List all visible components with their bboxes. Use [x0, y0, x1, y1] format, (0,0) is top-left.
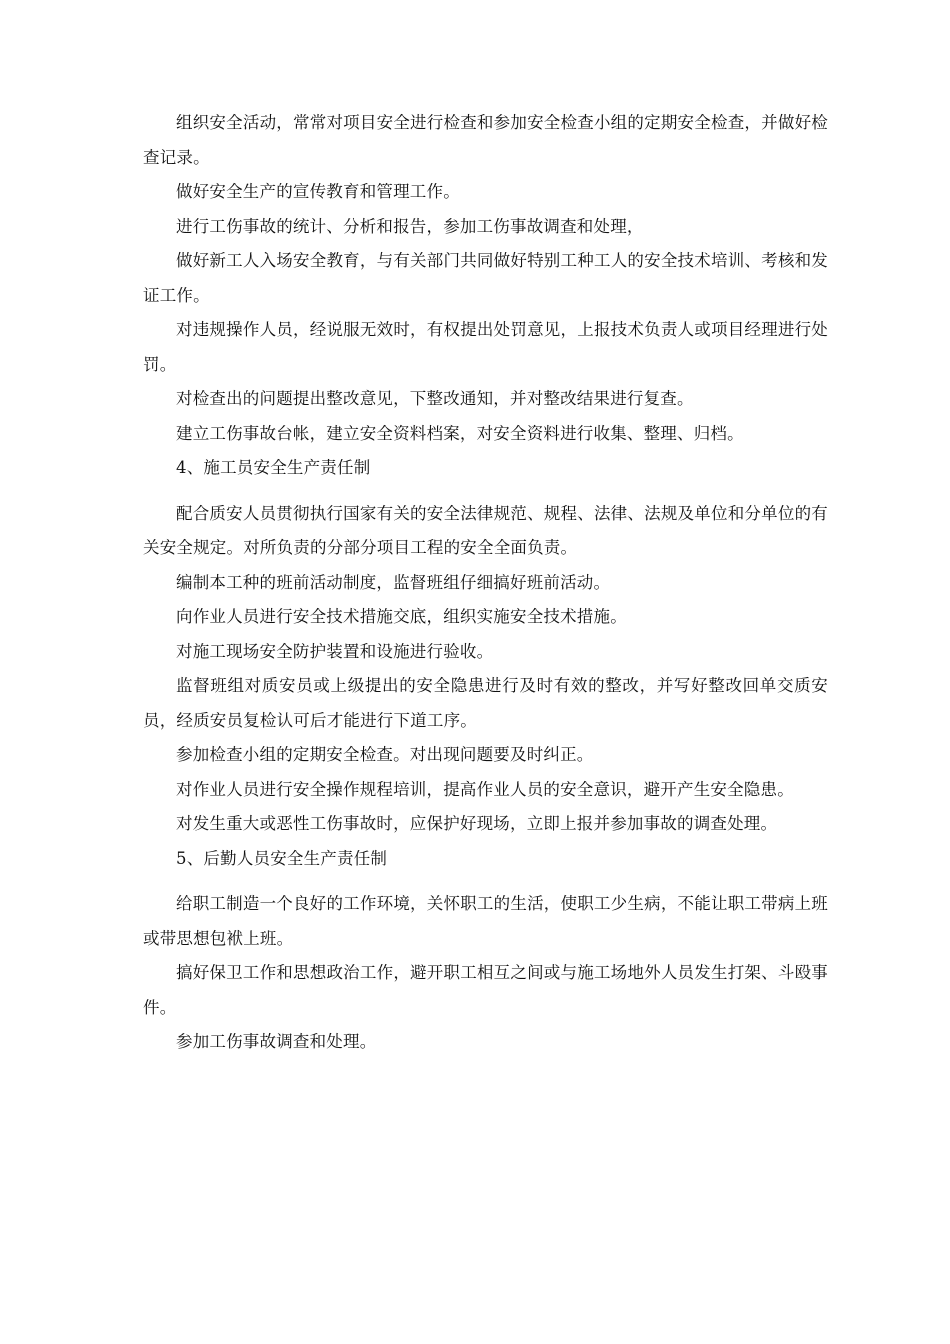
paragraph: 向作业人员进行安全技术措施交底，组织实施安全技术措施。 [176, 607, 627, 626]
paragraph: 监督班组对质安员或上级提出的安全隐患进行及时有效的整改，并写好整改回单交质安员，经质安员复检认可后才能进行下道工序。 [143, 676, 828, 730]
paragraph: 做好新工人入场安全教育，与有关部门共同做好特别工种工人的安全技术培训、考核和发证工作。 [143, 251, 828, 305]
paragraph: 编制本工种的班前活动制度，监督班组仔细搞好班前活动。 [176, 572, 611, 592]
paragraph: 对发生重大或恶性工伤事故时，应保护好现场，立即上报并参加事故的调查处理。 [176, 814, 778, 833]
paragraph: 对违规操作人员，经说服无效时，有权提出处罚意见，上报技术负责人或项目经理进行处罚。 [143, 320, 828, 374]
paragraph: 参加检查小组的定期安全检查。对出现问题要及时纠正。 [176, 745, 594, 764]
paragraph: 对作业人员进行安全操作规程培训，提高作业人员的安全意识，避开产生安全隐患。 [176, 779, 794, 799]
paragraph: 建立工伤事故台帐，建立安全资料档案，对安全资料进行收集、整理、归档。 [176, 423, 744, 443]
paragraph: 配合质安人员贯彻执行国家有关的安全法律规范、规程、法律、法规及单位和分单位的有关安全规定。对所负责的分部分项目工程的安全全面负责。 [143, 503, 828, 557]
paragraph: 组织安全活动，常常对项目安全进行检查和参加安全检查小组的定期安全检查，并做好检查记录。 [143, 113, 828, 167]
paragraph: 做好安全生产的宣传教育和管理工作。 [176, 182, 460, 201]
paragraph: 对检查出的问题提出整改意见，下整改通知，并对整改结果进行复查。 [176, 389, 694, 408]
paragraph: 对施工现场安全防护装置和设施进行验收。 [176, 641, 494, 661]
paragraph: 参加工伤事故调查和处理。 [176, 1032, 377, 1051]
paragraph: 进行工伤事故的统计、分析和报告，参加工伤事故调查和处理， [176, 216, 644, 236]
section-heading-4: 4、施工员安全生产责任制 [176, 458, 371, 477]
paragraph: 搞好保卫工作和思想政治工作，避开职工相互之间或与施工场地外人员发生打架、斗殴事件。 [143, 963, 828, 1017]
document-body [143, 106, 828, 1060]
paragraph: 给职工制造一个良好的工作环境，关怀职工的生活，使职工少生病，不能让职工带病上班或带思想包袱上班。 [143, 894, 828, 948]
section-heading-5: 5、后勤人员安全生产责任制 [176, 848, 388, 868]
